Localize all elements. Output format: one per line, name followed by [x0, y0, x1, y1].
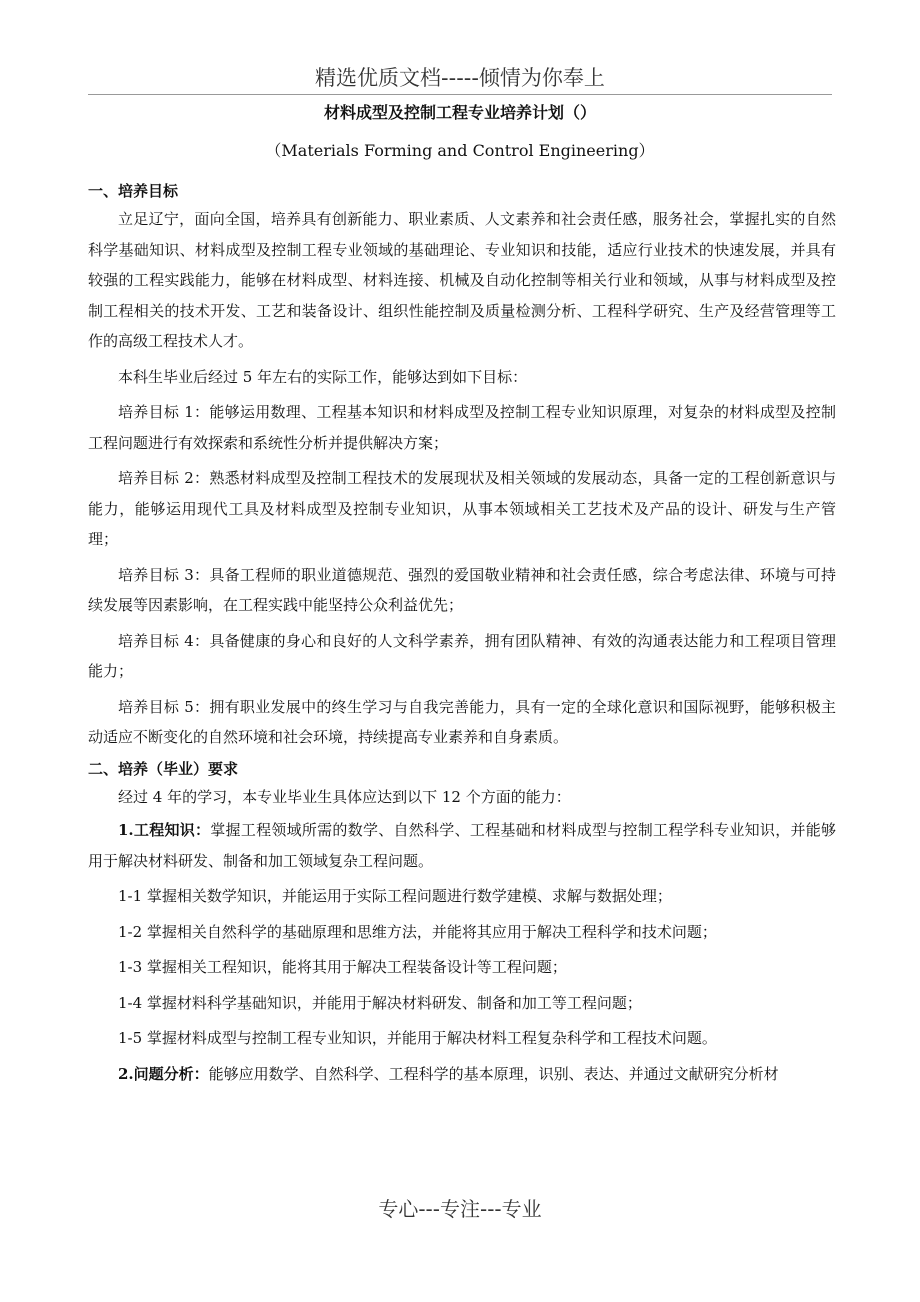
requirement-2-label: 2.问题分析：: [118, 1064, 209, 1083]
paragraph-requirement-1: [88, 815, 836, 881]
list-item: 1-3 掌握相关工程知识，能将其用于解决工程装备设计等工程问题；: [118, 958, 567, 976]
page-header: 精选优质文档-----倾情为你奉上: [315, 66, 605, 90]
section-heading-objectives: 一、培养目标: [88, 182, 179, 200]
paragraph-goal-3: 培养目标 3：具备工程师的职业道德规范、强烈的爱国敬业精神和社会责任感，综合考虑法律、环境与可持续发展等因素影响，在工程实践中能坚持公众利益优先；: [88, 565, 836, 614]
document-body: [88, 178, 836, 1094]
list-item: 1-5 掌握材料成型与控制工程专业知识，并能用于解决材料工程复杂科学和工程技术问题。: [118, 1029, 717, 1047]
section-heading-requirements: 二、培养（毕业）要求: [88, 759, 239, 778]
list-item: 1-2 掌握相关自然科学的基础原理和思维方法，并能将其应用于解决工程科学和技术问题；: [118, 922, 717, 941]
header-divider: [88, 94, 832, 95]
paragraph-goal-2: 培养目标 2：熟悉材料成型及控制工程技术的发展现状及相关领域的发展动态，具备一定的工程创新意识与能力，能够运用现代工具及材料成型及控制专业知识，从事本领域相关工艺技术及产品的设计、研发与生产管理；: [88, 469, 836, 548]
requirement-1-text: 掌握工程领域所需的数学、自然科学、工程基础和材料成型与控制工程学科专业知识，并能够用于解决材料研发、制备和加工领域复杂工程问题。: [88, 821, 836, 870]
paragraph-goal-4: 培养目标 4：具备健康的身心和良好的人文科学素养，拥有团队精神、有效的沟通表达能力和工程项目管理能力；: [88, 631, 836, 680]
paragraph-overview: 立足辽宁，面向全国，培养具有创新能力、职业素质、人文素养和社会责任感，服务社会，掌握扎实的自然科学基础知识、材料成型及控制工程专业领域的基础理论、专业知识和技能，适应行业技术的快速发展，并具有较强的工程实践能力，能够在材料成型、材料连接、机械及自动化控制等相关行业和领域，从事与材料成型及控制工程相关的技术开发、工艺和装备设计、组织性能控制及质量检测分析、工程科学研究、生产及经营管理等工作的高级工程技术人才。: [88, 210, 836, 350]
list-item: 1-1 掌握相关数学知识，并能运用于实际工程问题进行数学建模、求解与数据处理；: [118, 887, 672, 905]
document-subtitle: （Materials Forming and Control Engineering）: [265, 141, 655, 160]
paragraph-requirement-2: [88, 1059, 836, 1095]
paragraph-requirements-intro: 经过 4 年的学习，本专业毕业生具体应达到以下 12 个方面的能力：: [118, 787, 571, 806]
requirement-1-label: 1.工程知识：: [118, 821, 211, 839]
document-title: 材料成型及控制工程专业培养计划（）: [323, 103, 596, 122]
requirement-2-text: 能够应用数学、自然科学、工程科学的基本原理，识别、表达、并通过文献研究分析材: [208, 1064, 779, 1083]
paragraph-goal-1: 培养目标 1：能够运用数理、工程基本知识和材料成型及控制工程专业知识原理，对复杂的材料成型及控制工程问题进行有效探索和系统性分析并提供解决方案；: [88, 403, 836, 452]
paragraph-goals-intro: 本科生毕业后经过 5 年左右的实际工作，能够达到如下目标：: [118, 367, 528, 386]
paragraph-goal-5: 培养目标 5：拥有职业发展中的终生学习与自我完善能力，具有一定的全球化意识和国际视野，能够积极主动适应不断变化的自然环境和社会环境，持续提高专业素养和自身素质。: [88, 697, 836, 746]
page-footer: 专心---专注---专业: [378, 1197, 542, 1221]
list-item: 1-4 掌握材料科学基础知识，并能用于解决材料研发、制备和加工等工程问题；: [118, 993, 642, 1012]
